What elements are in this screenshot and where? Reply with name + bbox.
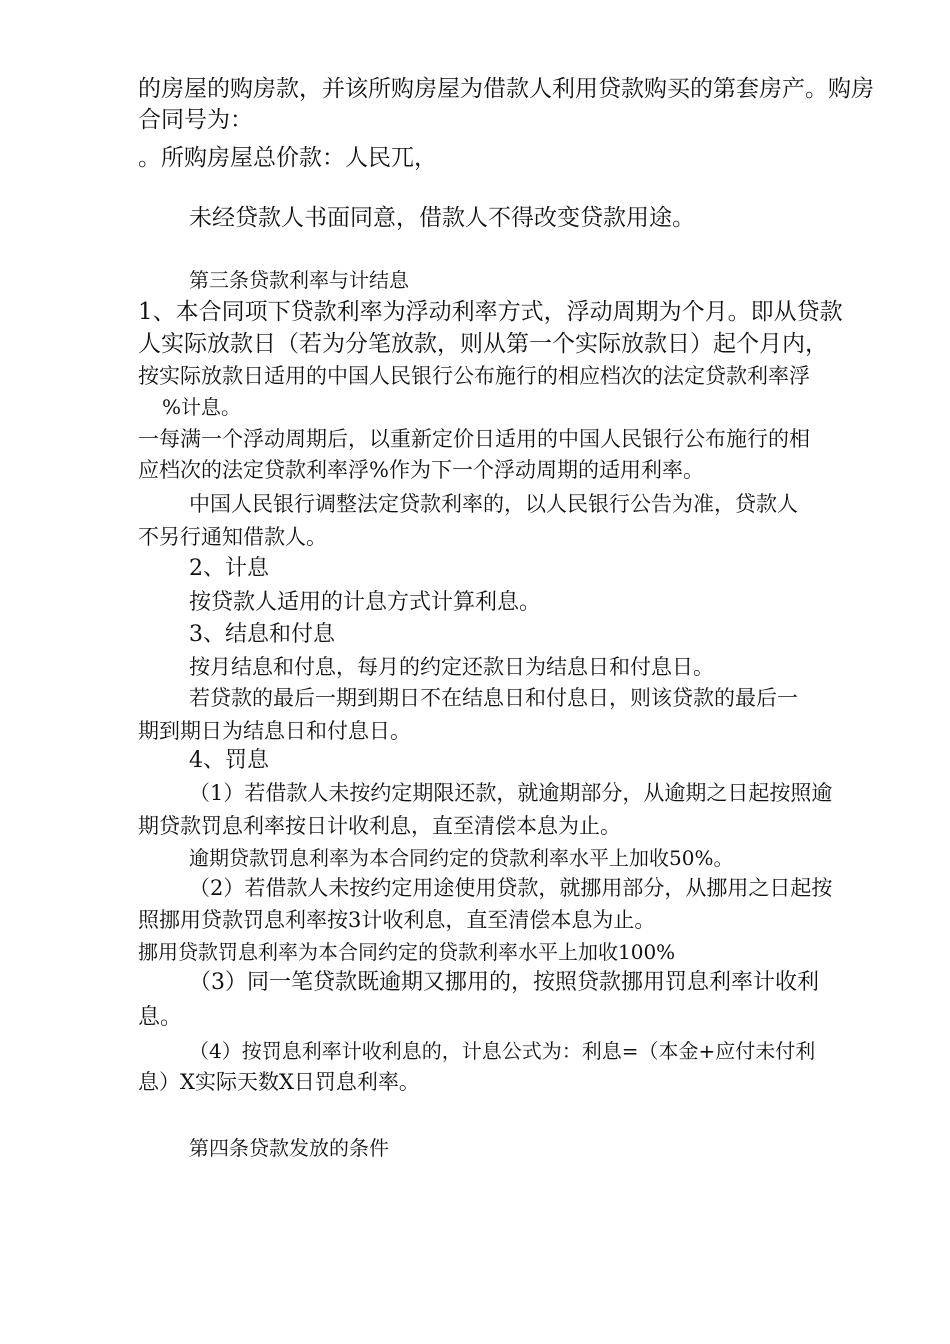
text-line-19: 期到期日为结息日和付息日。 (138, 719, 411, 743)
text-line-8: 按实际放款日适用的中国人民银行公布施行的相应档次的法定贷款利率浮 (138, 364, 810, 388)
text-line-21: （1）若借款人未按约定期限还款，就逾期部分，从逾期之日起按照逾 (189, 781, 833, 805)
text-line-11: 应档次的法定贷款利率浮%作为下一个浮动周期的适用利率。 (138, 458, 704, 482)
text-line-10: 一每满一个浮动周期后，以重新定价日适用的中国人民银行公布施行的相 (138, 427, 810, 451)
text-line-27: （3）同一笔贷款既逾期又挪用的，按照贷款挪用罚息利率计收利 (189, 970, 819, 995)
section-heading-4: 第四条贷款发放的条件 (189, 1136, 389, 1160)
subheading-3: 3、结息和付息 (189, 622, 335, 647)
text-line-3: 。所购房屋总价款：人民兀， (138, 145, 437, 171)
text-line-17: 按月结息和付息，每月的约定还款日为结息日和付息日。 (189, 655, 714, 679)
text-line-18: 若贷款的最后一期到期日不在结息日和付息日，则该贷款的最后一 (189, 686, 798, 710)
text-line-7: 人实际放款日（若为分笔放款，则从第一个实际放款日）起个月内， (138, 331, 828, 357)
subheading-4: 4、罚息 (189, 748, 269, 773)
section-heading-3: 第三条贷款利率与计结息 (189, 268, 409, 292)
text-line-15: 按贷款人适用的计息方式计算利息。 (189, 590, 542, 615)
text-line-29: （4）按罚息利率计收利息的，计息公式为：利息=（本金+应付未付利 (189, 1039, 816, 1063)
text-line-24: （2）若借款人未按约定用途使用贷款，就挪用部分，从挪用之日起按 (189, 876, 833, 900)
text-line-22: 期贷款罚息利率按日计收利息，直至清偿本息为止。 (138, 814, 621, 838)
text-line-12: 中国人民银行调整法定贷款利率的，以人民银行公告为准，贷款人 (189, 492, 798, 516)
text-line-4: 未经贷款人书面同意，借款人不得改变贷款用途。 (189, 205, 695, 231)
text-line-6: 1、本合同项下贷款利率为浮动利率方式，浮动周期为个月。即从贷款 (138, 299, 843, 325)
text-line-28: 息。 (138, 1005, 183, 1030)
subheading-2: 2、计息 (189, 556, 269, 581)
text-line-2: 合同号为： (138, 107, 253, 133)
text-line-1: 的房屋的购房款，并该所购房屋为借款人利用贷款购买的第套房产。购房 (138, 76, 874, 102)
text-line-26: 挪用贷款罚息利率为本合同约定的贷款利率水平上加收100% (138, 940, 676, 964)
text-line-23: 逾期贷款罚息利率为本合同约定的贷款利率水平上加收50%。 (189, 846, 734, 870)
text-line-25: 照挪用贷款罚息利率按3计收利息，直至清偿本息为止。 (138, 908, 656, 932)
text-line-13: 不另行通知借款人。 (138, 525, 327, 549)
text-line-30: 息）X实际天数X日罚息利率。 (138, 1070, 420, 1094)
text-line-9: %计息。 (162, 395, 242, 419)
